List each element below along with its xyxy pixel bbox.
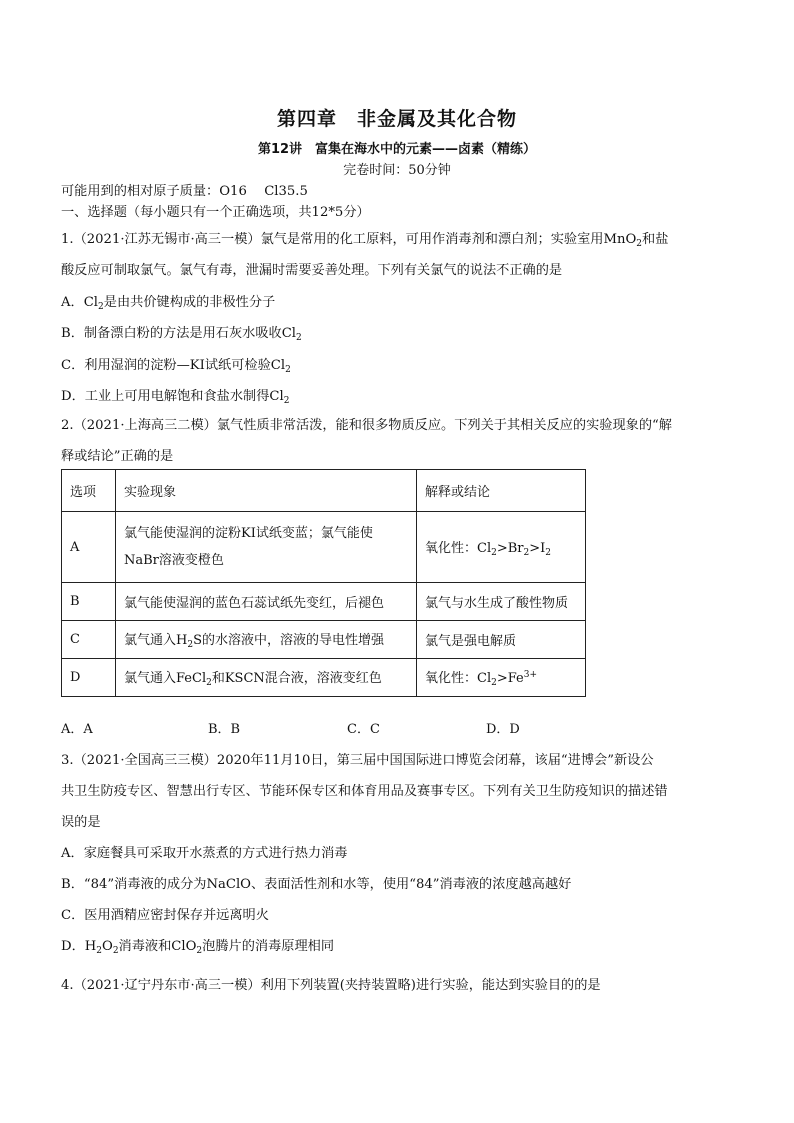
row-c-label: C [62, 621, 116, 659]
header-observation: 实验现象 [116, 470, 417, 512]
q1-option-a: A．$Cl_2$是由共价键构成的非极性分子 [61, 295, 276, 312]
q2-choice-b: B．B [208, 722, 241, 737]
q1-option-b: B．制备漂白粉的方法是用石灰水吸收$Cl_2$ [61, 326, 302, 343]
exam-time: 完卷时间：50分钟 [343, 163, 451, 178]
row-b-conclusion: 氯气与水生成了酸性物质 [417, 583, 586, 621]
q2-choice-c: C．C [347, 722, 380, 737]
q1-option-d: D．工业上可用电解饱和食盐水制得$Cl_2$ [61, 389, 290, 406]
row-a-label: A [62, 512, 116, 583]
atomic-mass-line: 可能用到的相对原子质量：O16 Cl35.5 [61, 184, 308, 199]
row-a-conclusion: 氧化性：$Cl_2>Br_2>I_2$ [417, 512, 586, 583]
table-header-row [62, 470, 586, 512]
row-d-conclusion: 氧化性：$Cl_2>Fe^{3+}$ [417, 659, 586, 697]
row-c-conclusion: 氯气是强电解质 [417, 621, 586, 659]
row-c-observation: 氯气通入$H_2S$的水溶液中，溶液的导电性增强 [116, 621, 417, 659]
row-b-observation: 氯气能使湿润的蓝色石蕊试纸先变红，后褪色 [116, 583, 417, 621]
chapter-title: 第四章 非金属及其化合物 [276, 108, 517, 130]
q1-option-c: C．利用湿润的淀粉—KI试纸可检验$Cl_2$ [61, 358, 291, 375]
row-a-observation: 氯气能使湿润的淀粉KI试纸变蓝；氯气能使 NaBr溶液变橙色 [116, 512, 417, 583]
header-option: 选项 [62, 470, 116, 512]
q3-option-b: B．“84”消毒液的成分为NaClO、表面活性剂和水等，使用“84”消毒液的浓度越高越好 [61, 877, 572, 892]
q2-choice-a: A．A [61, 722, 93, 737]
q3-option-a: A．家庭餐具可采取开水蒸煮的方式进行热力消毒 [61, 846, 348, 861]
section-heading: 一、选择题（每小题只有一个正确选项，共12*5分） [61, 205, 370, 220]
q2-stem-line2: 释或结论”正确的是 [61, 449, 174, 464]
q2-choice-d: D．D [486, 722, 520, 737]
q4-stem: 4.（2021·辽宁丹东市·高三一模）利用下列装置(夹持装置略)进行实验，能达到实验目的的是 [61, 978, 601, 993]
row-d-label: D [62, 659, 116, 697]
table-row [62, 621, 586, 659]
q2-stem-line1: 2.（2021·上海高三二模）氯气性质非常活泼，能和很多物质反应。下列关于其相关反应的实验现象的“解 [61, 418, 672, 433]
row-d-observation: 氯气通入FeCl$_2$和KSCN混合液，溶液变红色 [116, 659, 417, 697]
q3-stem-line2: 共卫生防疫专区、智慧出行专区、节能环保专区和体育用品及赛事专区。下列有关卫生防疫知识的描述错 [61, 784, 668, 799]
header-conclusion: 解释或结论 [417, 470, 586, 512]
table-row [62, 659, 586, 697]
table-row [62, 512, 586, 583]
q1-stem-line2: 酸反应可制取氯气。氯气有毒，泄漏时需要妥善处理。下列有关氯气的说法不正确的是 [61, 263, 563, 278]
table-row [62, 583, 586, 621]
row-b-label: B [62, 583, 116, 621]
q3-option-c: C．医用酒精应密封保存并远离明火 [61, 908, 269, 923]
q3-option-d: D．$H_2O_2$消毒液和ClO$_2$泡腾片的消毒原理相同 [61, 939, 335, 956]
q1-stem-line1: 1.（2021·江苏无锡市·高三一模）氯气是常用的化工原料，可用作消毒剂和漂白剂；实验室用MnO$_2$和盐 [61, 232, 669, 249]
lesson-subtitle: 第12讲 富集在海水中的元素——卤素（精练） [257, 142, 537, 157]
q3-stem-line1: 3.（2021·全国高三三模）2020年11月10日，第三届中国国际进口博览会闭幕，该届“进博会”新设公 [61, 753, 654, 768]
q3-stem-line3: 误的是 [61, 815, 101, 830]
q2-table [61, 469, 586, 697]
